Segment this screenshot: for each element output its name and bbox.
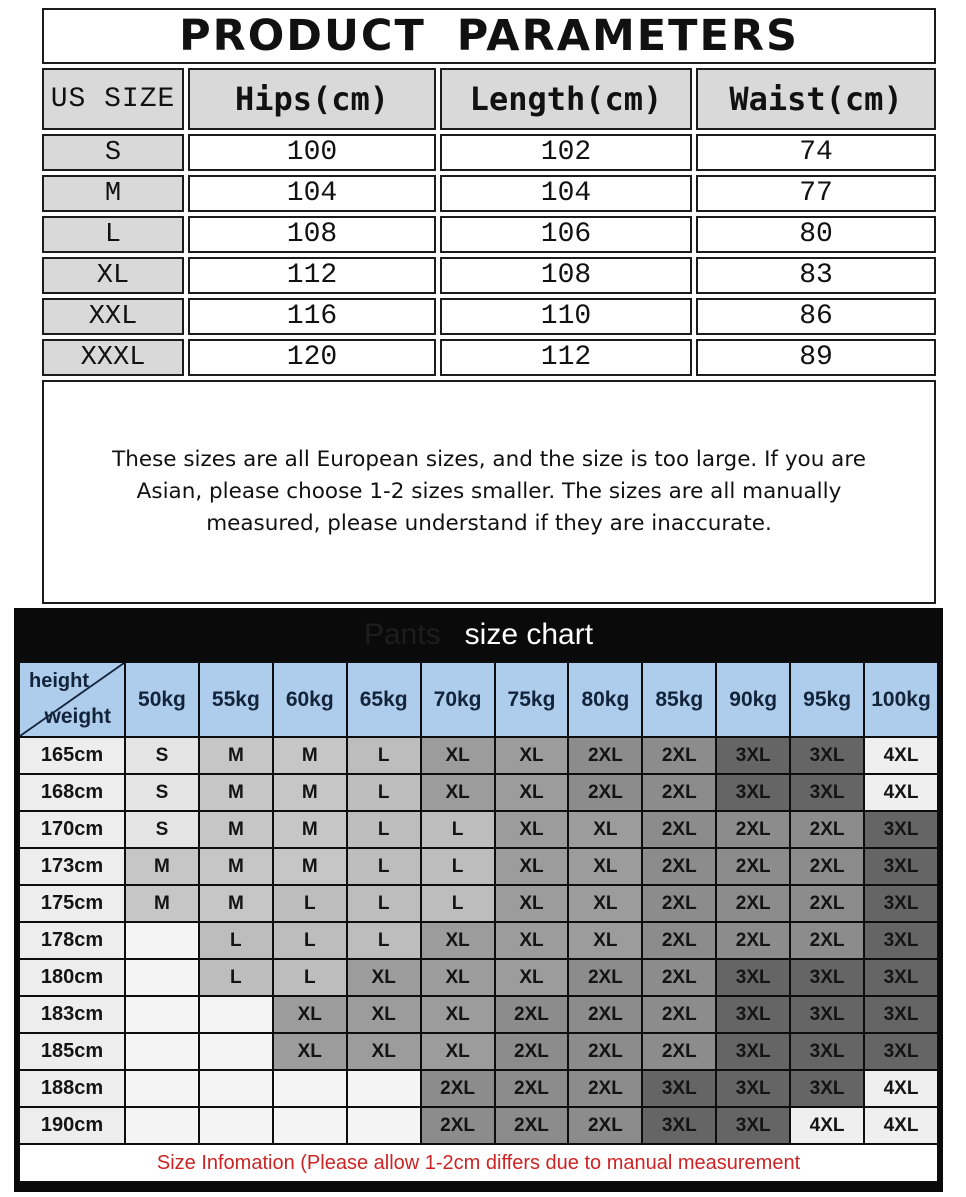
product-parameters-section <box>38 4 928 608</box>
weight-header-cell: 55kg <box>199 662 273 737</box>
size-chart-row <box>19 922 938 959</box>
size-cell: 2XL <box>568 1033 642 1070</box>
measurement-cell: 112 <box>188 257 436 294</box>
note-line: measured, please understand if they are inaccurate. <box>206 511 772 536</box>
measurement-cell: 74 <box>696 134 936 171</box>
size-cell: XL <box>568 811 642 848</box>
us-size-cell: L <box>42 216 184 253</box>
product-parameters-body <box>42 134 936 376</box>
weight-header-cell: 70kg <box>421 662 495 737</box>
size-cell: M <box>273 774 347 811</box>
weight-header-row <box>19 662 938 737</box>
size-cell: L <box>347 848 421 885</box>
size-cell: 4XL <box>864 737 938 774</box>
size-cell: M <box>199 885 273 922</box>
measurement-cell: 110 <box>440 298 692 335</box>
size-cell: 2XL <box>495 1070 569 1107</box>
weight-header-cell: 65kg <box>347 662 421 737</box>
height-cell: 173cm <box>19 848 125 885</box>
weight-header-cell: 100kg <box>864 662 938 737</box>
size-cell: L <box>347 774 421 811</box>
size-chart-body <box>19 737 938 1144</box>
size-cell: 3XL <box>790 959 864 996</box>
height-cell: 170cm <box>19 811 125 848</box>
us-size-cell: S <box>42 134 184 171</box>
size-chart-title-text: size chart <box>464 618 594 651</box>
size-cell: 2XL <box>642 959 716 996</box>
size-cell: L <box>347 885 421 922</box>
size-cell: 4XL <box>864 1107 938 1144</box>
size-cell: M <box>273 848 347 885</box>
column-header-row <box>42 68 936 130</box>
measurement-cell: 80 <box>696 216 936 253</box>
size-cell: XL <box>495 848 569 885</box>
size-cell: 2XL <box>642 1033 716 1070</box>
weight-header-cell: 95kg <box>790 662 864 737</box>
size-cell: 2XL <box>568 996 642 1033</box>
size-cell: XL <box>495 959 569 996</box>
measurement-cell: 104 <box>440 175 692 212</box>
size-cell: XL <box>273 996 347 1033</box>
empty-size-cell <box>347 1107 421 1144</box>
size-cell: 3XL <box>864 996 938 1033</box>
size-cell: 2XL <box>716 848 790 885</box>
size-cell: L <box>421 811 495 848</box>
measurement-cell: 100 <box>188 134 436 171</box>
note-line: Asian, please choose 1-2 sizes smaller. The sizes are all manually <box>136 479 842 504</box>
size-cell: 3XL <box>864 811 938 848</box>
param-row <box>42 339 936 376</box>
measurement-cell: 86 <box>696 298 936 335</box>
us-size-cell: M <box>42 175 184 212</box>
us-size-cell: XXXL <box>42 339 184 376</box>
param-row <box>42 216 936 253</box>
weight-header-cell: 85kg <box>642 662 716 737</box>
footer-row <box>19 1144 938 1182</box>
column-header-us-size: US SIZE <box>42 68 184 130</box>
height-cell: 180cm <box>19 959 125 996</box>
corner-label-weight: weight <box>44 705 111 728</box>
empty-size-cell <box>199 996 273 1033</box>
empty-size-cell <box>125 1070 199 1107</box>
us-size-cell: XXL <box>42 298 184 335</box>
size-cell: 2XL <box>568 1107 642 1144</box>
size-cell: 2XL <box>421 1107 495 1144</box>
size-chart-row <box>19 996 938 1033</box>
note-line: These sizes are all European sizes, and the size is too large. If you are <box>112 447 866 472</box>
size-cell: L <box>273 922 347 959</box>
height-cell: 188cm <box>19 1070 125 1107</box>
param-row <box>42 298 936 335</box>
weight-header-cell: 80kg <box>568 662 642 737</box>
size-cell: L <box>199 959 273 996</box>
size-chart-row <box>19 1070 938 1107</box>
size-cell: XL <box>421 1033 495 1070</box>
size-cell: 2XL <box>716 885 790 922</box>
size-cell: XL <box>495 774 569 811</box>
size-cell: 2XL <box>495 1033 569 1070</box>
size-cell: XL <box>273 1033 347 1070</box>
height-cell: 183cm <box>19 996 125 1033</box>
height-cell: 178cm <box>19 922 125 959</box>
size-cell: XL <box>347 959 421 996</box>
size-cell: 2XL <box>716 811 790 848</box>
note-row <box>42 380 936 604</box>
size-cell: 3XL <box>790 996 864 1033</box>
size-cell: 2XL <box>790 885 864 922</box>
size-cell: XL <box>495 737 569 774</box>
size-cell: 3XL <box>864 1033 938 1070</box>
size-cell: XL <box>421 959 495 996</box>
size-chart-title <box>14 608 943 661</box>
height-cell: 165cm <box>19 737 125 774</box>
measurement-cell: 102 <box>440 134 692 171</box>
footer-note: Size Infomation (Please allow 1-2cm differs due to manual measurement <box>19 1144 938 1182</box>
size-cell: 2XL <box>421 1070 495 1107</box>
size-cell: 2XL <box>642 885 716 922</box>
size-cell: 2XL <box>495 1107 569 1144</box>
size-chart-row <box>19 737 938 774</box>
size-cell: 2XL <box>716 922 790 959</box>
column-header-waist: Waist(cm) <box>696 68 936 130</box>
size-cell: L <box>273 959 347 996</box>
height-cell: 168cm <box>19 774 125 811</box>
title-row <box>42 8 936 64</box>
empty-size-cell <box>125 922 199 959</box>
measurement-cell: 112 <box>440 339 692 376</box>
measurement-cell: 89 <box>696 339 936 376</box>
weight-header-cell: 50kg <box>125 662 199 737</box>
size-chart-row <box>19 885 938 922</box>
size-cell: XL <box>421 774 495 811</box>
measurement-cell: 104 <box>188 175 436 212</box>
measurement-cell: 77 <box>696 175 936 212</box>
page-title: PRODUCT PARAMETERS <box>42 8 936 64</box>
measurement-cell: 106 <box>440 216 692 253</box>
size-cell: 3XL <box>716 996 790 1033</box>
measurement-cell: 108 <box>440 257 692 294</box>
size-cell: 2XL <box>495 996 569 1033</box>
size-cell: 2XL <box>790 848 864 885</box>
size-cell: 3XL <box>864 959 938 996</box>
empty-size-cell <box>199 1033 273 1070</box>
height-cell: 185cm <box>19 1033 125 1070</box>
height-weight-corner-cell <box>19 662 125 737</box>
size-cell: M <box>125 848 199 885</box>
size-cell: 3XL <box>790 737 864 774</box>
weight-header-cell: 75kg <box>495 662 569 737</box>
empty-size-cell <box>273 1107 347 1144</box>
empty-size-cell <box>125 959 199 996</box>
size-cell: M <box>199 848 273 885</box>
size-cell: M <box>199 811 273 848</box>
size-note <box>42 380 936 604</box>
size-chart-row <box>19 811 938 848</box>
size-cell: S <box>125 811 199 848</box>
size-cell: L <box>347 737 421 774</box>
size-cell: 3XL <box>790 774 864 811</box>
size-cell: XL <box>421 996 495 1033</box>
empty-size-cell <box>125 1107 199 1144</box>
size-cell: 3XL <box>716 1107 790 1144</box>
size-cell: XL <box>568 885 642 922</box>
size-cell: XL <box>495 811 569 848</box>
empty-size-cell <box>273 1070 347 1107</box>
size-cell: 2XL <box>642 922 716 959</box>
column-header-hips: Hips(cm) <box>188 68 436 130</box>
size-cell: S <box>125 774 199 811</box>
size-cell: 2XL <box>642 848 716 885</box>
size-cell: 2XL <box>568 774 642 811</box>
size-cell: XL <box>568 922 642 959</box>
size-cell: XL <box>347 1033 421 1070</box>
size-chart-row <box>19 959 938 996</box>
size-cell: L <box>421 848 495 885</box>
size-cell: 4XL <box>864 1070 938 1107</box>
size-cell: XL <box>495 922 569 959</box>
size-cell: 3XL <box>642 1107 716 1144</box>
size-chart-row <box>19 1033 938 1070</box>
size-cell: 3XL <box>790 1033 864 1070</box>
height-cell: 175cm <box>19 885 125 922</box>
column-header-length: Length(cm) <box>440 68 692 130</box>
size-cell: XL <box>495 885 569 922</box>
weight-header-cell: 90kg <box>716 662 790 737</box>
size-cell: 2XL <box>790 811 864 848</box>
size-cell: 2XL <box>642 996 716 1033</box>
faint-brand-text: Pants <box>363 618 441 651</box>
empty-size-cell <box>125 1033 199 1070</box>
param-row <box>42 175 936 212</box>
size-cell: 3XL <box>716 737 790 774</box>
size-cell: 3XL <box>864 885 938 922</box>
size-cell: 3XL <box>864 922 938 959</box>
size-cell: 3XL <box>864 848 938 885</box>
size-cell: 2XL <box>642 774 716 811</box>
measurement-cell: 83 <box>696 257 936 294</box>
size-cell: 2XL <box>568 737 642 774</box>
weight-header-cell: 60kg <box>273 662 347 737</box>
empty-size-cell <box>347 1070 421 1107</box>
size-cell: L <box>273 885 347 922</box>
size-cell: M <box>199 774 273 811</box>
size-cell: L <box>199 922 273 959</box>
size-cell: M <box>273 737 347 774</box>
size-cell: XL <box>347 996 421 1033</box>
empty-size-cell <box>199 1070 273 1107</box>
size-cell: S <box>125 737 199 774</box>
size-cell: XL <box>421 737 495 774</box>
measurement-cell: 108 <box>188 216 436 253</box>
param-row <box>42 134 936 171</box>
size-chart-row <box>19 1107 938 1144</box>
size-cell: L <box>421 885 495 922</box>
size-cell: 4XL <box>864 774 938 811</box>
size-cell: 2XL <box>642 737 716 774</box>
size-cell: 3XL <box>716 774 790 811</box>
size-cell: L <box>347 922 421 959</box>
size-cell: 3XL <box>716 1033 790 1070</box>
size-chart-row <box>19 774 938 811</box>
measurement-cell: 116 <box>188 298 436 335</box>
size-cell: M <box>125 885 199 922</box>
size-cell: 3XL <box>716 959 790 996</box>
size-cell: 3XL <box>790 1070 864 1107</box>
size-cell: 3XL <box>716 1070 790 1107</box>
measurement-cell: 120 <box>188 339 436 376</box>
size-chart-section <box>14 608 943 1192</box>
size-cell: XL <box>421 922 495 959</box>
size-cell: 2XL <box>568 1070 642 1107</box>
size-cell: 2XL <box>790 922 864 959</box>
size-cell: 4XL <box>790 1107 864 1144</box>
size-cell: 3XL <box>642 1070 716 1107</box>
size-cell: XL <box>568 848 642 885</box>
empty-size-cell <box>125 996 199 1033</box>
corner-label-height: height <box>29 670 89 692</box>
param-row <box>42 257 936 294</box>
size-cell: M <box>273 811 347 848</box>
size-cell: 2XL <box>568 959 642 996</box>
size-cell: L <box>347 811 421 848</box>
height-cell: 190cm <box>19 1107 125 1144</box>
size-cell: 2XL <box>642 811 716 848</box>
size-chart-row <box>19 848 938 885</box>
empty-size-cell <box>199 1107 273 1144</box>
product-parameters-table <box>38 4 940 608</box>
size-chart-table <box>18 661 939 1183</box>
size-cell: M <box>199 737 273 774</box>
us-size-cell: XL <box>42 257 184 294</box>
